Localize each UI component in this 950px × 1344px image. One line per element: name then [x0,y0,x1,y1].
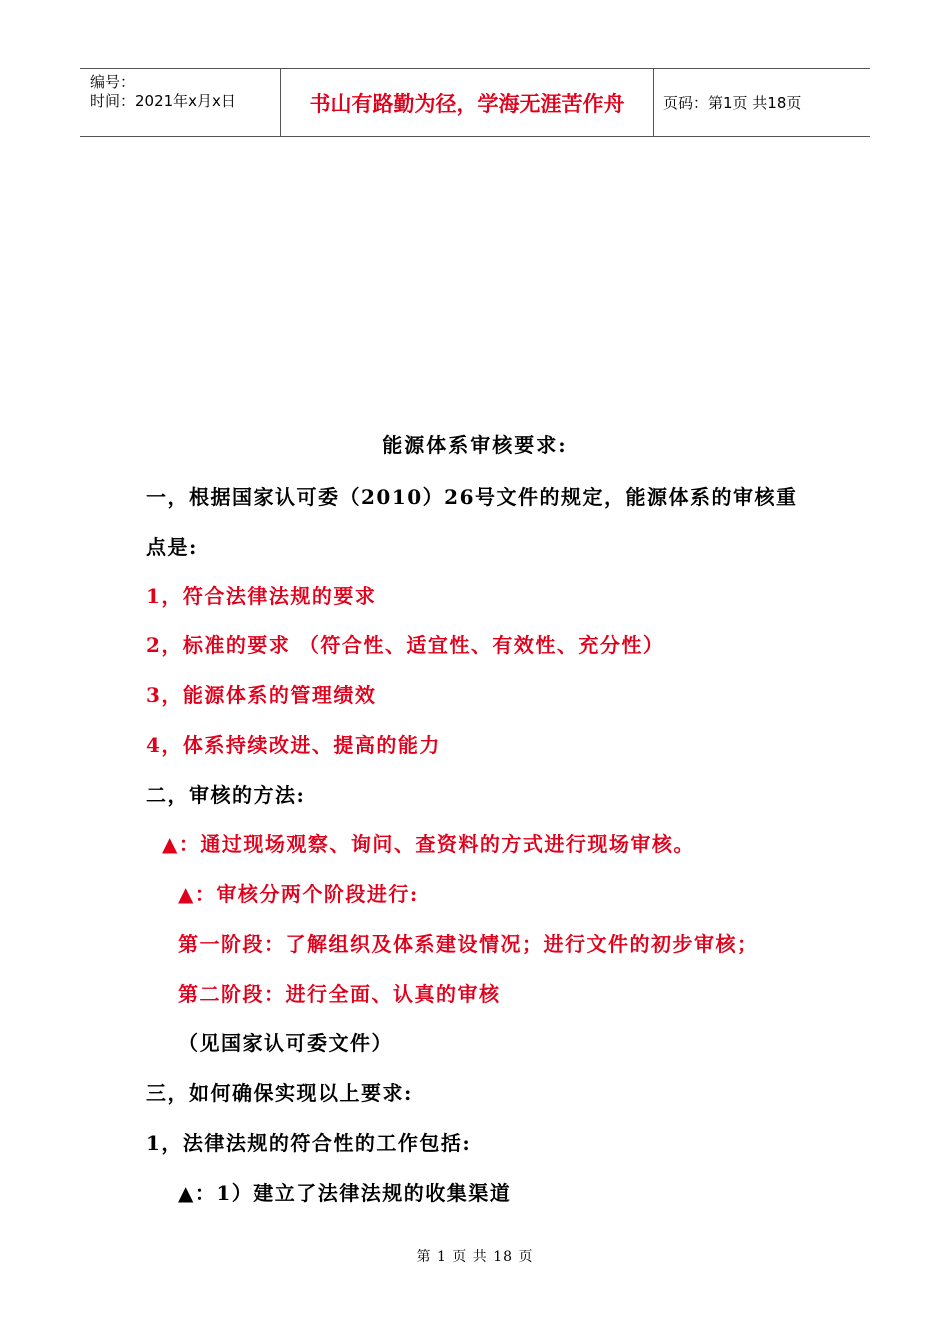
key-point-4: 4，体系持续改进、提高的能力 [146,733,441,757]
stage-2: 第二阶段：进行全面、认真的审核 [178,982,501,1006]
header-meta [80,69,280,136]
key-point-3: 3，能源体系的管理绩效 [146,683,377,707]
doc-number-label: 编号： [90,73,136,91]
section-1-line-2: 点是: [146,535,198,559]
method-2: ▲：审核分两个阶段进行: [178,882,419,906]
page-footer: 第 1 页 共 18 页 [416,1249,534,1265]
document-title: 能源体系审核要求: [382,433,568,457]
section-3-item-1: 1，法律法规的符合性的工作包括: [146,1131,472,1155]
section-3-item-1-a: ▲：1）建立了法律法规的收集渠道 [178,1181,512,1205]
key-point-2: 2，标准的要求 （符合性、适宜性、有效性、充分性） [146,633,665,657]
page-header [80,68,870,137]
method-1: ▲：通过现场观察、询问、查资料的方式进行现场审核。 [162,832,695,856]
header-motto: 书山有路勤为径，学海无涯苦作舟 [280,69,654,136]
doc-time-label: 时间：2021年x月x日 [90,92,236,110]
section-3-heading: 三，如何确保实现以上要求: [146,1081,413,1105]
stage-1: 第一阶段：了解组织及体系建设情况；进行文件的初步审核； [178,932,759,956]
reference-note: （见国家认可委文件） [178,1031,393,1055]
section-1-line-1: 一，根据国家认可委（2010）26号文件的规定，能源体系的审核重 [146,485,798,509]
section-2-heading: 二，审核的方法: [146,783,306,807]
key-point-1: 1，符合法律法规的要求 [146,584,377,608]
header-page-info: 页码：第1页 共18页 [663,94,802,112]
